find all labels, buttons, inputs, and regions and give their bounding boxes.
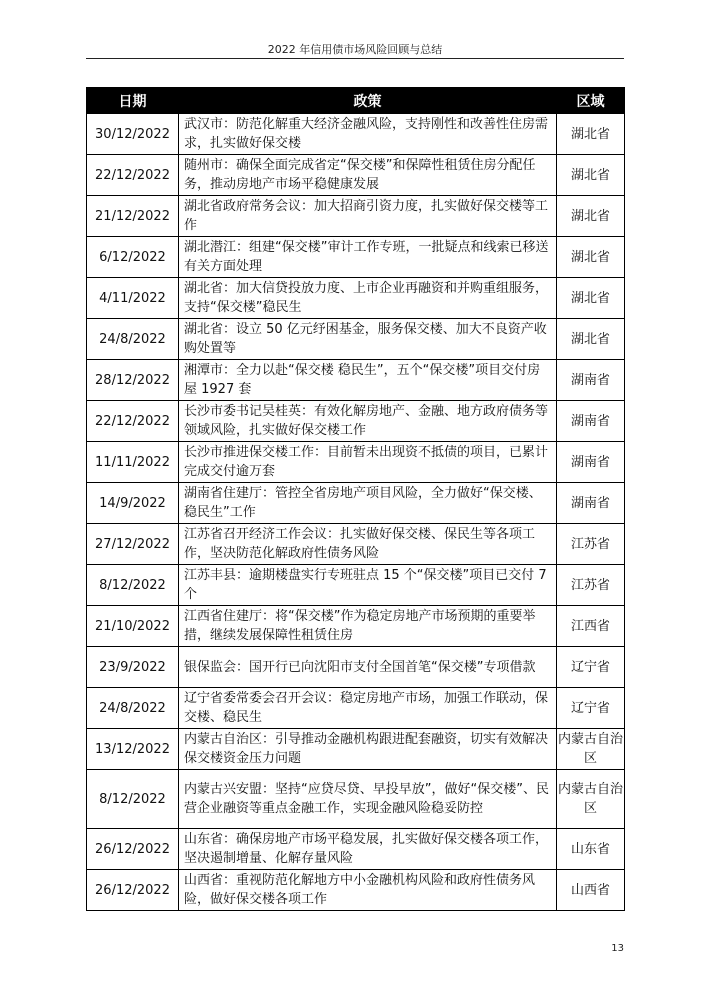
policy-cell: 湖北省：设立 50 亿元纾困基金，服务保交楼、加大不良资产收购处置等: [179, 319, 557, 360]
region-cell: 内蒙古自治区: [557, 729, 625, 770]
date-cell: 21/12/2022: [87, 196, 179, 237]
table-body: [87, 114, 625, 911]
region-cell: 辽宁省: [557, 647, 625, 688]
date-cell: 6/12/2022: [87, 237, 179, 278]
table-row: [87, 524, 625, 565]
policy-cell: 长沙市推进保交楼工作：目前暂未出现资不抵债的项目，已累计完成交付逾万套: [179, 442, 557, 483]
policy-cell: 湖南省住建厅：管控全省房地产项目风险，全力做好“保交楼、稳民生”工作: [179, 483, 557, 524]
region-cell: 内蒙古自治区: [557, 770, 625, 829]
region-cell: 湖北省: [557, 114, 625, 155]
region-cell: 湖北省: [557, 319, 625, 360]
table-header-row: [87, 88, 625, 114]
region-cell: 江苏省: [557, 565, 625, 606]
document-header-title: 2022 年信用债市场风险回顾与总结: [267, 43, 443, 56]
table-row: [87, 770, 625, 829]
table-row: [87, 196, 625, 237]
policy-cell: 江苏省召开经济工作会议：扎实做好保交楼、保民生等各项工作，坚决防范化解政府性债务风险: [179, 524, 557, 565]
region-cell: 湖南省: [557, 360, 625, 401]
region-cell: 山东省: [557, 829, 625, 870]
region-column-header: 区域: [557, 88, 625, 114]
date-cell: 22/12/2022: [87, 155, 179, 196]
region-cell: 湖北省: [557, 278, 625, 319]
policy-cell: 湖北省：加大信贷投放力度、上市企业再融资和并购重组服务，支持“保交楼”稳民生: [179, 278, 557, 319]
date-cell: 11/11/2022: [87, 442, 179, 483]
policy-cell: 内蒙古自治区：引导推动金融机构跟进配套融资，切实有效解决保交楼资金压力问题: [179, 729, 557, 770]
policy-cell: 长沙市委书记吴桂英：有效化解房地产、金融、地方政府债务等领域风险，扎实做好保交楼工作: [179, 401, 557, 442]
table-row: [87, 401, 625, 442]
table-row: [87, 483, 625, 524]
policy-table: [86, 87, 625, 911]
table-row: [87, 237, 625, 278]
page-number: 13: [611, 943, 624, 954]
region-cell: 辽宁省: [557, 688, 625, 729]
date-cell: 8/12/2022: [87, 565, 179, 606]
table-row: [87, 155, 625, 196]
region-cell: 江苏省: [557, 524, 625, 565]
policy-column-header: 政策: [179, 88, 557, 114]
date-cell: 22/12/2022: [87, 401, 179, 442]
table-row: [87, 729, 625, 770]
policy-cell: 湖北潜江：组建“保交楼”审计工作专班，一批疑点和线索已移送有关方面处理: [179, 237, 557, 278]
policy-cell: 随州市：确保全面完成省定“保交楼”和保障性租赁住房分配任务，推动房地产市场平稳健康发展: [179, 155, 557, 196]
date-cell: 28/12/2022: [87, 360, 179, 401]
date-cell: 27/12/2022: [87, 524, 179, 565]
date-cell: 26/12/2022: [87, 829, 179, 870]
region-cell: 江西省: [557, 606, 625, 647]
policy-cell: 江苏丰县：逾期楼盘实行专班驻点 15 个“保交楼”项目已交付 7 个: [179, 565, 557, 606]
table-row: [87, 442, 625, 483]
policy-cell: 内蒙古兴安盟：坚持“应贷尽贷、早投早放”，做好“保交楼”、民营企业融资等重点金融工作，实现金融风险稳妥防控: [179, 770, 557, 829]
date-cell: 4/11/2022: [87, 278, 179, 319]
table-row: [87, 688, 625, 729]
region-cell: 湖北省: [557, 155, 625, 196]
table-row: [87, 647, 625, 688]
region-cell: 湖南省: [557, 483, 625, 524]
policy-cell: 山西省：重视防范化解地方中小金融机构风险和政府性债务风险，做好保交楼各项工作: [179, 870, 557, 911]
date-cell: 23/9/2022: [87, 647, 179, 688]
policy-cell: 湘潭市：全力以赴“保交楼 稳民生”，五个“保交楼”项目交付房屋 1927 套: [179, 360, 557, 401]
table-row: [87, 829, 625, 870]
table-row: [87, 360, 625, 401]
policy-cell: 江西省住建厅：将“保交楼”作为稳定房地产市场预期的重要举措，继续发展保障性租赁住房: [179, 606, 557, 647]
table-row: [87, 870, 625, 911]
region-cell: 湖北省: [557, 196, 625, 237]
policy-cell: 山东省：确保房地产市场平稳发展，扎实做好保交楼各项工作，坚决遏制增量、化解存量风险: [179, 829, 557, 870]
policy-cell: 银保监会：国开行已向沈阳市支付全国首笔“保交楼”专项借款: [179, 647, 557, 688]
table-row: [87, 278, 625, 319]
date-cell: 30/12/2022: [87, 114, 179, 155]
date-cell: 14/9/2022: [87, 483, 179, 524]
region-cell: 山西省: [557, 870, 625, 911]
header-rule: [86, 58, 624, 59]
date-cell: 26/12/2022: [87, 870, 179, 911]
policy-cell: 辽宁省委常委会召开会议：稳定房地产市场，加强工作联动，保交楼、稳民生: [179, 688, 557, 729]
date-cell: 8/12/2022: [87, 770, 179, 829]
table-row: [87, 565, 625, 606]
table-row: [87, 114, 625, 155]
date-cell: 21/10/2022: [87, 606, 179, 647]
table-row: [87, 319, 625, 360]
region-cell: 湖北省: [557, 237, 625, 278]
table-row: [87, 606, 625, 647]
region-cell: 湖南省: [557, 442, 625, 483]
date-cell: 24/8/2022: [87, 688, 179, 729]
policy-cell: 武汉市：防范化解重大经济金融风险，支持刚性和改善性住房需求，扎实做好保交楼: [179, 114, 557, 155]
date-cell: 24/8/2022: [87, 319, 179, 360]
date-column-header: 日期: [87, 88, 179, 114]
region-cell: 湖南省: [557, 401, 625, 442]
policy-cell: 湖北省政府常务会议：加大招商引资力度，扎实做好保交楼等工作: [179, 196, 557, 237]
date-cell: 13/12/2022: [87, 729, 179, 770]
